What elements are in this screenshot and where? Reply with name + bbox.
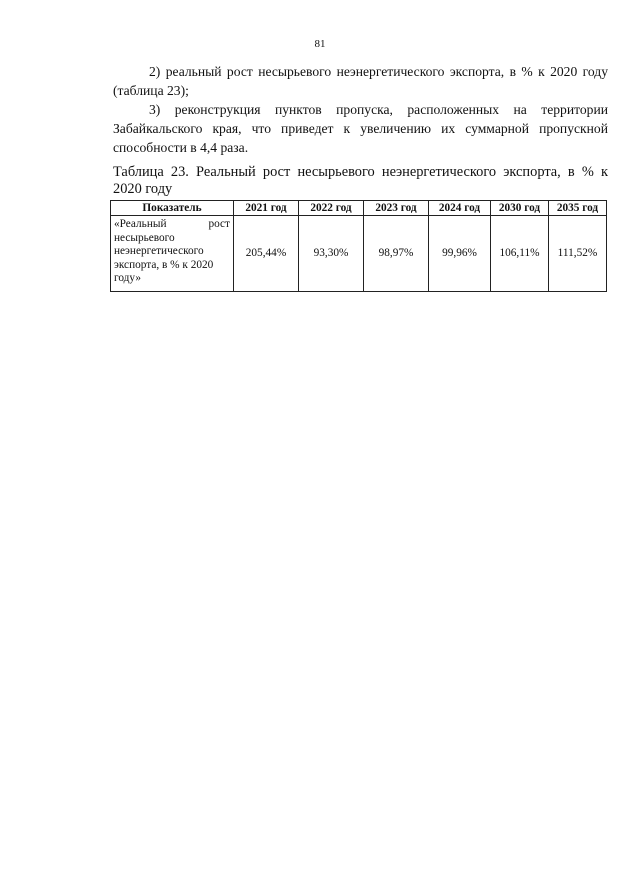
table-cell: 106,11% bbox=[491, 216, 549, 292]
label-line: неэнергетического bbox=[114, 245, 204, 258]
indicator-label bbox=[111, 216, 234, 292]
paragraph-item-2: 2) реальный рост несырьевого неэнергетического экспорта, в % к 2020 году (таблица 23); bbox=[113, 64, 608, 98]
label-line: году» bbox=[114, 272, 142, 285]
column-header: 2021 год bbox=[234, 201, 299, 216]
column-header: 2035 год bbox=[549, 201, 607, 216]
table-cell: 111,52% bbox=[549, 216, 607, 292]
paragraph-item-3: 3) реконструкция пунктов пропуска, расположенных на территории Забайкальского края, что приведет к увеличению их суммарной пропускной способности в 4,4 раза. bbox=[113, 102, 608, 155]
table-caption: Таблица 23. Реальный рост несырьевого неэнергетического экспорта, в % к 2020 году bbox=[113, 164, 608, 197]
table-cell: 93,30% bbox=[299, 216, 364, 292]
label-line: рост bbox=[208, 218, 230, 230]
table-row bbox=[111, 216, 607, 292]
table-cell: 98,97% bbox=[364, 216, 429, 292]
column-header: 2024 год bbox=[429, 201, 491, 216]
label-line: «Реальный bbox=[114, 218, 167, 230]
table-header-row bbox=[111, 201, 607, 216]
data-table bbox=[110, 200, 607, 292]
column-header: 2030 год bbox=[491, 201, 549, 216]
table-cell: 205,44% bbox=[234, 216, 299, 292]
column-header: Показатель bbox=[111, 201, 234, 216]
label-line: несырьевого bbox=[114, 231, 175, 244]
column-header: 2022 год bbox=[299, 201, 364, 216]
table-cell: 99,96% bbox=[429, 216, 491, 292]
page-number: 81 bbox=[314, 38, 326, 50]
label-line: экспорта, в % к 2020 bbox=[114, 258, 214, 271]
column-header: 2023 год bbox=[364, 201, 429, 216]
